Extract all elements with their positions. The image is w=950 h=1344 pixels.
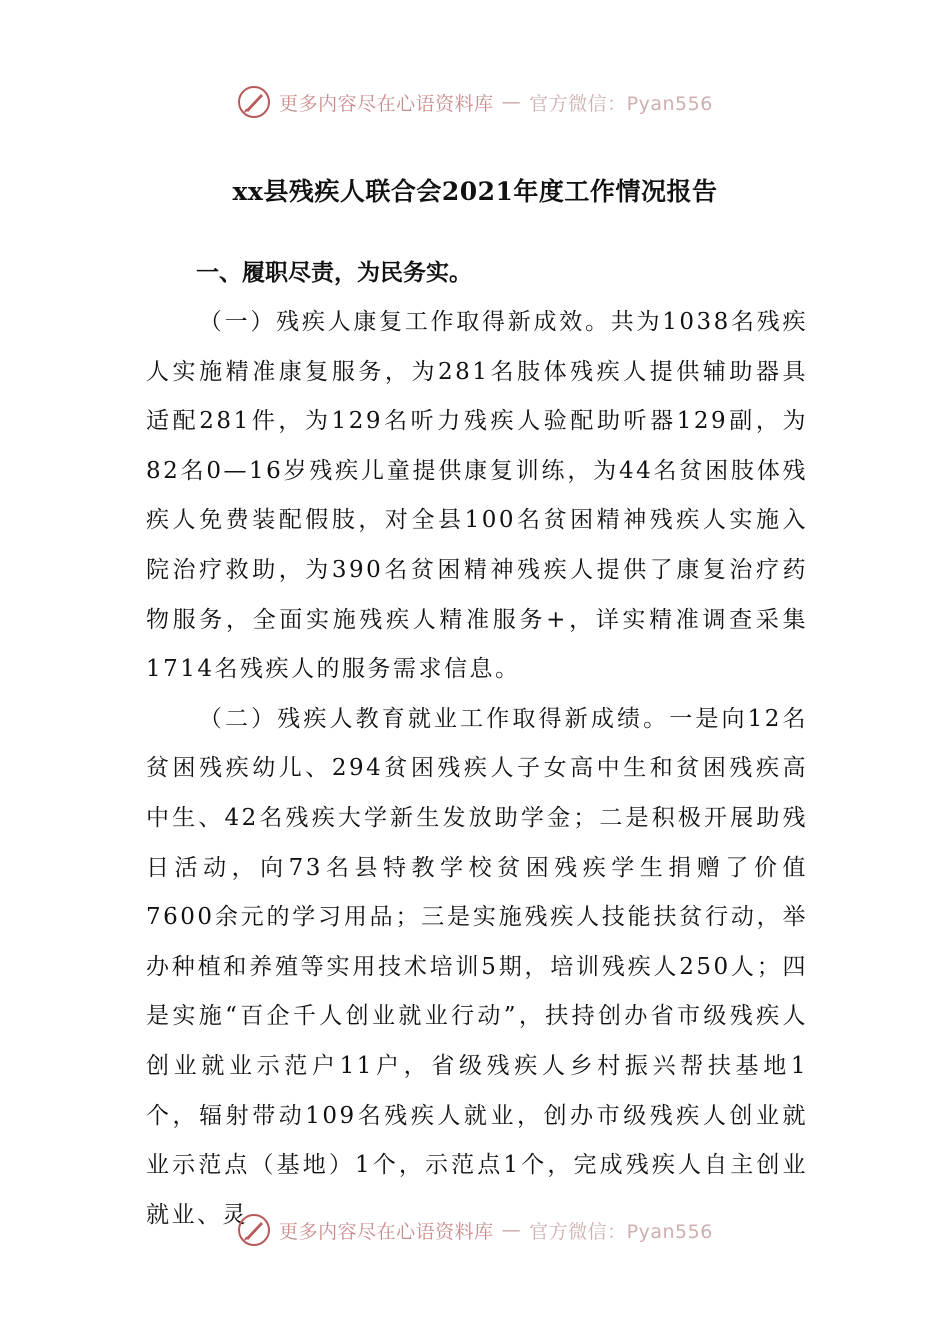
watermark-separator: — <box>501 91 522 113</box>
paragraph-rehabilitation: （一）残疾人康复工作取得新成效。共为1038名残疾人实施精准康复服务，为281名肢体残疾人提供辅助器具适配281件，为129名听力残疾人验配助听器129副，为82名0—16岁残疾儿童提供康复训练，为44名贫困肢体残疾人免费装配假肢，对全县100名贫困精神残疾人实施入院治疗救助，为390名贫困精神残疾人提供了康复治疗药物服务，全面实施残疾人精准服务+，详实精准调查采集1714名残疾人的服务需求信息。 <box>146 309 808 683</box>
watermark-contact: 官方微信：Pyan556 <box>529 1220 713 1243</box>
watermark-brand: 更多内容尽在心语资料库 <box>279 92 494 115</box>
watermark-footer <box>0 1210 950 1250</box>
paragraph-education-employment: （二）残疾人教育就业工作取得新成绩。一是向12名贫困残疾幼儿、294贫困残疾人子女高中生和贫困残疾高中生、42名残疾大学新生发放助学金；二是积极开展助残日活动，向73名县特教学校贫困残疾学生捐赠了价值7600余元的学习用品；三是实施残疾人技能扶贫行动，举办种植和养殖等实用技术培训5期，培训残疾人250人；四是实施“百企千人创业就业行动”，扶持创办省市级残疾人创业就业示范户11户，省级残疾人乡村振兴帮扶基地1个，辐射带动109名残疾人就业，创办市级残疾人创业就业示范点（基地）1个，示范点1个，完成残疾人自主创业就业、灵 <box>146 705 808 1228</box>
quill-logo-icon <box>237 1213 271 1247</box>
watermark-separator: — <box>501 1219 522 1241</box>
watermark-header <box>0 82 950 122</box>
document-title: xx县残疾人联合会2021年度工作情况报告 <box>232 177 718 206</box>
watermark-contact: 官方微信：Pyan556 <box>529 92 713 115</box>
quill-logo-icon <box>237 85 271 119</box>
document-body <box>146 298 808 1240</box>
watermark-brand: 更多内容尽在心语资料库 <box>279 1220 494 1243</box>
section-heading: 一、履职尽责，为民务实。 <box>196 260 472 286</box>
